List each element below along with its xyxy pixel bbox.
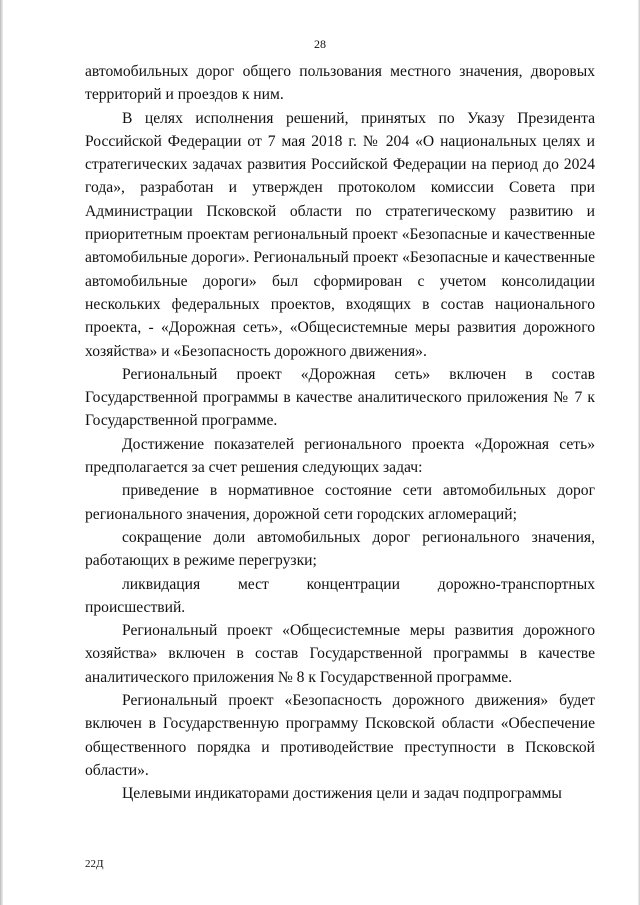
page-number: 28 [314, 37, 326, 51]
paragraph-road-network-inclusion: Региональный проект «Дорожная сеть» включен в состав Государственной программы в качестве аналитического приложения № 7 к Государственной программе. [85, 365, 595, 430]
paragraph-task-accident-hotspots: ликвидация мест концентрации дорожно-транспортных происшествий. [85, 575, 595, 616]
document-body [85, 60, 595, 806]
paragraph-continuation: автомобильных дорог общего пользования местного значения, дворовых территорий и проездов к ним. [85, 63, 595, 104]
footer-code: 22Д [85, 858, 104, 870]
paragraph-task-overload-reduction: сокращение доли автомобильных дорог регионального значения, работающих в режиме перегрузки; [85, 528, 595, 570]
scan-edge-left [0, 0, 3, 905]
paragraph-system-measures-inclusion: Региональный проект «Общесистемные меры развития дорожного хозяйства» включен в состав Государственной программы в качестве аналитического приложения № 8 к Государственной программе. [85, 622, 595, 686]
paragraph-road-safety-inclusion: Региональный проект «Безопасность дорожного движения» будет включен в Государственную программу Псковской области «Обеспечение общественного порядка и противодействие преступности в Псковской области». [85, 692, 595, 779]
paragraph-regional-project-origin: В целях исполнения решений, принятых по Указу Президента Российской Федерации от 7 мая 2018 г. № 204 «О национальных целях и стратегических задачах развития Российской Федерации на период до 2024 года», разработан и утвержден протоколом комиссии Совета при Администрации Псковской области по стратегическому развитию и приоритетным проектам региональный проект «Безопасные и качественные автомобильные дороги». Региональный проект «Безопасные и качественные автомобильные дороги» был сформирован с учетом консолидации нескольких федеральных проектов, входящих в состав национального проекта, - «Дорожная сеть», «Общесистемные меры развития дорожного хозяйства» и «Безопасность дорожного движения». [85, 109, 595, 360]
paragraph-target-indicators: Целевыми индикаторами достижения цели и задач подпрограммы [122, 785, 562, 803]
paragraph-task-normative-state: приведение в нормативное состояние сети автомобильных дорог регионального значения, дорожной сети городских агломераций; [85, 482, 595, 523]
paragraph-road-network-tasks-intro: Достижение показателей регионального проекта «Дорожная сеть» предполагается за счет решения следующих задач: [85, 435, 595, 477]
